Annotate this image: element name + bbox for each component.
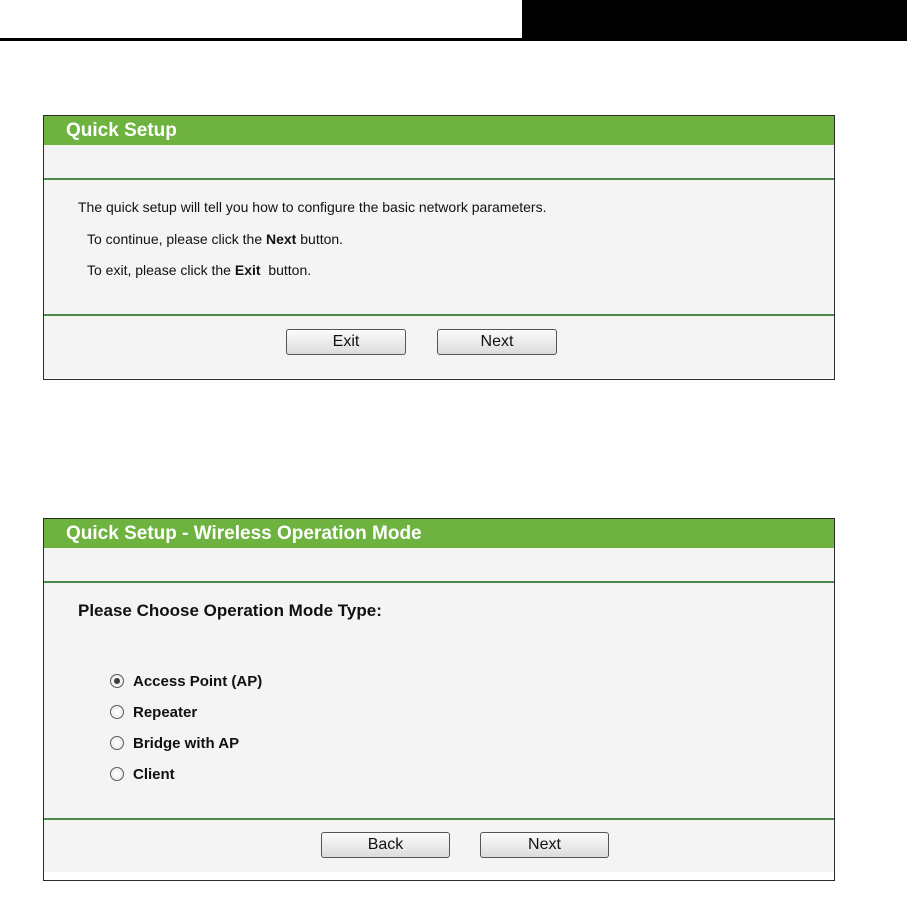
quick-setup-panel	[43, 115, 835, 380]
continue-suffix: button.	[296, 231, 344, 247]
continue-prefix: To continue, please click the	[87, 231, 266, 247]
quick-setup-body	[44, 180, 834, 314]
radio-label: Access Point (AP)	[133, 672, 263, 690]
continue-instruction	[87, 231, 343, 247]
operation-mode-subbar	[44, 548, 834, 583]
next-button[interactable]: Next	[480, 832, 609, 858]
radio-button[interactable]	[110, 767, 124, 781]
radio-option-client[interactable]	[110, 765, 175, 783]
operation-mode-body	[44, 583, 834, 818]
operation-mode-heading: Please Choose Operation Mode Type:	[78, 601, 382, 620]
exit-suffix: button.	[260, 262, 312, 278]
exit-bold: Exit	[234, 262, 261, 278]
radio-button[interactable]	[110, 705, 124, 719]
quick-setup-footer	[44, 316, 834, 378]
operation-mode-title: Quick Setup - Wireless Operation Mode	[44, 519, 834, 548]
back-button[interactable]: Back	[321, 832, 450, 858]
quick-setup-title: Quick Setup	[44, 116, 834, 145]
operation-mode-panel	[43, 518, 835, 881]
operation-mode-footer	[44, 820, 834, 872]
exit-instruction	[87, 262, 311, 278]
exit-button[interactable]: Exit	[286, 329, 406, 355]
page-header-bar	[522, 0, 907, 41]
page-header-rule	[0, 38, 522, 41]
intro-text: The quick setup will tell you how to configure the basic network parameters.	[78, 199, 547, 215]
next-button[interactable]: Next	[437, 329, 557, 355]
radio-button[interactable]	[110, 736, 124, 750]
radio-option-repeater[interactable]	[110, 703, 197, 721]
radio-label: Bridge with AP	[133, 734, 240, 752]
radio-label: Repeater	[133, 703, 198, 721]
quick-setup-subbar	[44, 145, 834, 180]
radio-button-checked[interactable]	[110, 674, 124, 688]
continue-bold: Next	[266, 231, 297, 247]
radio-label: Client	[133, 765, 175, 783]
radio-option-access-point[interactable]	[110, 672, 262, 690]
exit-prefix: To exit, please click the	[87, 262, 235, 278]
radio-option-bridge-with-ap[interactable]	[110, 734, 239, 752]
